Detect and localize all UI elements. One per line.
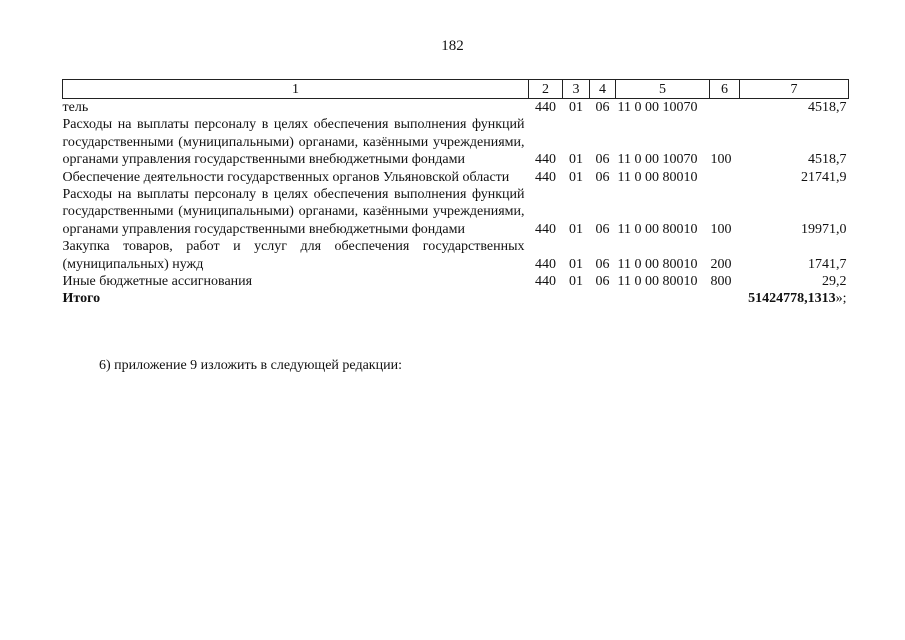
row-target-article: 11 0 00 80010 <box>617 221 698 237</box>
table-row <box>63 99 849 117</box>
column-header-section: 3 <box>563 80 590 99</box>
column-header-subsection: 4 <box>590 80 616 99</box>
row-name: Расходы на выплаты персоналу в целях обеспечения выполнения функций государственными (муниципальными) органами, казёнными учреждениями, органами управления государственными внебюджетными фондами <box>62 187 525 237</box>
column-header-grbs: 2 <box>529 80 563 99</box>
column-header-target-article: 5 <box>616 80 710 99</box>
table-row <box>63 116 849 168</box>
row-subsection: 06 <box>595 169 610 185</box>
row-target-article: 11 0 00 80010 <box>617 274 698 290</box>
row-section: 01 <box>569 256 583 272</box>
row-expense-type: 100 <box>710 152 732 168</box>
table-row <box>63 273 849 290</box>
row-amount: 4518,7 <box>808 100 847 115</box>
row-section: 01 <box>569 169 583 185</box>
budget-table <box>62 79 849 308</box>
closing-quote: »; <box>835 291 847 307</box>
row-grbs: 440 <box>535 274 556 290</box>
column-header-amount: 7 <box>740 80 849 99</box>
row-target-article: 11 0 00 10070 <box>617 100 698 115</box>
row-amount: 4518,7 <box>808 152 847 168</box>
row-target-article: 11 0 00 80010 <box>617 256 698 272</box>
total-amount-cell <box>740 290 849 307</box>
row-name: Расходы на выплаты персоналу в целях обеспечения выполнения функций государственными (муниципальными) органами, казёнными учреждениями, органами управления государственными внебюджетными фондами <box>62 117 525 168</box>
row-amount: 19971,0 <box>801 221 847 237</box>
row-grbs: 440 <box>535 152 556 168</box>
table-row <box>63 186 849 238</box>
row-name: тель <box>62 100 89 115</box>
column-header-expense-type: 6 <box>710 80 740 99</box>
row-section: 01 <box>569 100 583 115</box>
table-row <box>63 238 849 273</box>
row-name: Иные бюджетные ассигнования <box>62 274 253 290</box>
row-subsection: 06 <box>595 100 610 115</box>
row-subsection: 06 <box>595 274 610 290</box>
row-grbs: 440 <box>535 169 556 185</box>
row-amount: 21741,9 <box>801 169 847 185</box>
row-section: 01 <box>569 221 583 237</box>
column-header-name: 1 <box>63 80 529 99</box>
row-amount: 1741,7 <box>808 256 847 272</box>
total-row <box>63 290 849 307</box>
row-subsection: 06 <box>595 221 610 237</box>
row-expense-type: 200 <box>710 256 732 272</box>
row-grbs: 440 <box>535 256 556 272</box>
row-target-article: 11 0 00 80010 <box>617 169 698 185</box>
table-row <box>63 169 849 186</box>
row-amount: 29,2 <box>822 274 847 290</box>
row-expense-type: 100 <box>710 221 732 237</box>
table-header-row <box>63 80 849 99</box>
row-name: Закупка товаров, работ и услуг для обеспечения государственных (муниципальных) нужд <box>62 239 525 272</box>
total-amount: 51424778,1313 <box>748 291 836 307</box>
row-name: Обеспечение деятельности государственных органов Ульяновской области <box>62 169 510 185</box>
row-expense-type: 800 <box>710 274 732 290</box>
row-subsection: 06 <box>595 256 610 272</box>
row-subsection: 06 <box>595 152 610 168</box>
row-section: 01 <box>569 152 583 168</box>
next-paragraph: 6) приложение 9 изложить в следующей редакции: <box>99 358 402 373</box>
row-grbs: 440 <box>535 221 556 237</box>
row-expense-type <box>710 99 740 117</box>
row-target-article: 11 0 00 10070 <box>617 152 698 168</box>
row-section: 01 <box>569 274 583 290</box>
row-grbs: 440 <box>535 100 556 115</box>
page-number: 182 <box>441 38 464 54</box>
row-expense-type <box>710 169 740 186</box>
total-label: Итого <box>62 291 101 307</box>
